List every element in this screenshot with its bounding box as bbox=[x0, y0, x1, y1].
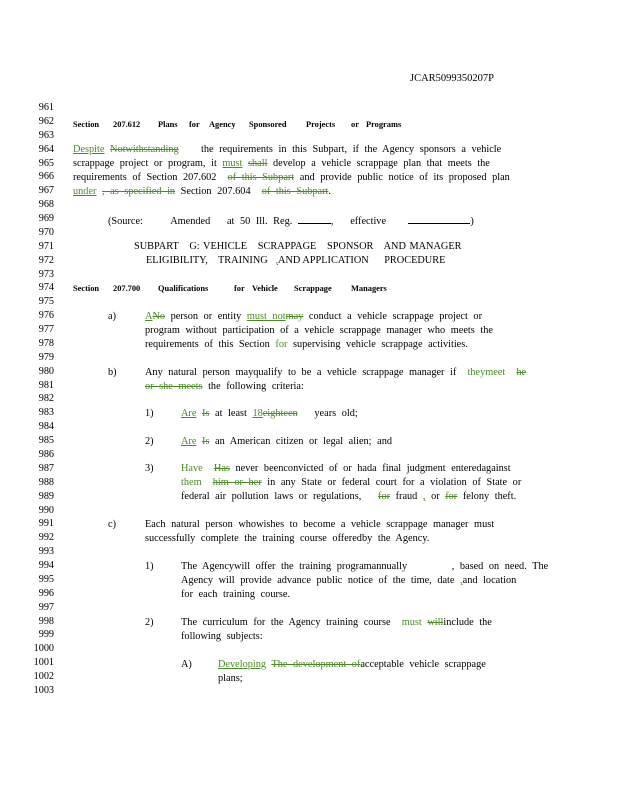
inserted-text: must bbox=[401, 617, 422, 628]
deleted-text: eighteen bbox=[262, 408, 298, 419]
inserted-text: , bbox=[422, 491, 426, 502]
inserted-text: Are bbox=[181, 408, 197, 419]
inserted-text: must bbox=[222, 158, 243, 169]
paragraph-line bbox=[145, 339, 468, 350]
text: person or entity bbox=[170, 311, 242, 322]
item-label: c) bbox=[108, 519, 116, 530]
line-number: 982 bbox=[38, 393, 54, 405]
deleted-text: for bbox=[445, 491, 458, 502]
line-number: 977 bbox=[38, 324, 54, 336]
deleted-text: will bbox=[427, 617, 444, 628]
text: Any natural person mayqualify to be a vehicle scrappage manager if bbox=[145, 367, 457, 378]
line-number: 988 bbox=[38, 476, 54, 488]
deleted-text: of this Subpart bbox=[261, 186, 329, 197]
text: Agency will provide advance public notice of the time, date bbox=[181, 575, 455, 586]
heading-word: Sponsored bbox=[249, 120, 287, 129]
line-number: 973 bbox=[38, 268, 54, 280]
text: requirements of Section 207.602 bbox=[73, 172, 217, 183]
paragraph-line bbox=[145, 381, 304, 392]
heading-word: for bbox=[234, 284, 245, 293]
inserted-text: Are bbox=[181, 436, 197, 447]
text: include the bbox=[443, 617, 492, 628]
deleted-text: , as specified in bbox=[102, 186, 176, 197]
heading-word: Scrappage bbox=[294, 284, 332, 293]
item-label: b) bbox=[108, 367, 117, 378]
inserted-text: Developing bbox=[218, 659, 267, 670]
line-number: 999 bbox=[38, 629, 54, 641]
deleted-text: Has bbox=[213, 463, 230, 474]
text: fraud bbox=[395, 491, 418, 502]
paragraph-line: program without participation of a vehicle scrappage manager who meets the bbox=[145, 325, 493, 336]
inserted-text: must not bbox=[246, 311, 286, 322]
deleted-text: of this Subpart bbox=[227, 172, 295, 183]
paragraph-line bbox=[145, 367, 526, 378]
line-number: 978 bbox=[38, 337, 54, 349]
line-number: 1003 bbox=[33, 684, 54, 696]
text: , bbox=[330, 216, 334, 227]
deleted-text: The development of bbox=[271, 659, 361, 670]
deleted-text: Is bbox=[202, 436, 210, 447]
inserted-text: , bbox=[275, 255, 279, 266]
text: years old; bbox=[314, 408, 358, 419]
text: never beenconvicted of or hada final judgment enteredagainst bbox=[235, 463, 511, 474]
line-number: 983 bbox=[38, 407, 54, 419]
line-number: 972 bbox=[38, 254, 54, 266]
line-number: 1000 bbox=[33, 643, 54, 655]
paragraph-line bbox=[181, 491, 516, 502]
deleted-text: for bbox=[378, 491, 391, 502]
text: and provide public notice of its proposed plan bbox=[299, 172, 510, 183]
inserted-text: under bbox=[73, 186, 97, 197]
item-label: 1) bbox=[145, 561, 154, 572]
heading-word: Vehicle bbox=[252, 284, 278, 293]
paragraph-line: following subjects: bbox=[181, 631, 263, 642]
item-label: 3) bbox=[145, 463, 154, 474]
subpart-heading bbox=[146, 255, 445, 266]
inserted-text: A bbox=[145, 311, 153, 322]
text: the following criteria: bbox=[208, 381, 304, 392]
text: ELIGIBILITY, TRAINING bbox=[146, 255, 268, 266]
text: the requirements in this Subpart, if the Agency sponsors a vehicle bbox=[201, 144, 502, 155]
heading-word: Section bbox=[73, 284, 100, 293]
text: SUBPART G: VEHICLE SCRAPPAGE SPONSOR AND MANAGER bbox=[134, 241, 462, 252]
paragraph-line bbox=[181, 477, 521, 488]
text: in any State or federal court for a violation of State or bbox=[267, 477, 522, 488]
text: Amended bbox=[170, 216, 211, 227]
text: felony theft. bbox=[462, 491, 517, 502]
paragraph-line bbox=[181, 436, 392, 447]
document-id: JCAR5099350207P bbox=[410, 73, 495, 84]
paragraph-line bbox=[73, 186, 331, 197]
paragraph-line bbox=[181, 463, 511, 474]
line-number: 966 bbox=[38, 171, 54, 183]
text: develop a vehicle scrappage plan that meets the bbox=[273, 158, 490, 169]
deleted-text: or she meets bbox=[145, 381, 203, 392]
text: scrappage project or program, it bbox=[73, 158, 217, 169]
line-number: 990 bbox=[38, 504, 54, 516]
inserted-text: Despite bbox=[73, 144, 105, 155]
heading-word: for bbox=[189, 120, 200, 129]
line-number: 964 bbox=[38, 143, 54, 155]
text: (Source: bbox=[108, 216, 143, 227]
inserted-text: , bbox=[460, 575, 463, 586]
text: AND APPLICATION bbox=[278, 255, 369, 266]
line-number: 975 bbox=[38, 296, 54, 308]
line-number: 985 bbox=[38, 435, 54, 447]
line-number: 971 bbox=[38, 240, 54, 252]
text: an American citizen or legal alien; and bbox=[215, 436, 392, 447]
inserted-text: them bbox=[181, 477, 202, 488]
item-label: 2) bbox=[145, 436, 154, 447]
item-label: 1) bbox=[145, 408, 154, 419]
line-number: 970 bbox=[38, 226, 54, 238]
subpart-heading bbox=[134, 241, 462, 252]
heading-word: Qualifications bbox=[158, 284, 209, 293]
deleted-text: No bbox=[152, 311, 166, 322]
inserted-text: Have bbox=[181, 463, 203, 474]
line-number: 976 bbox=[38, 310, 54, 322]
text: supervising vehicle scrappage activities. bbox=[293, 339, 468, 350]
line-number: 984 bbox=[38, 421, 54, 433]
heading-word: or bbox=[351, 120, 359, 129]
item-label: 2) bbox=[145, 617, 154, 628]
line-number: 995 bbox=[38, 573, 54, 585]
line-number: 967 bbox=[38, 185, 54, 197]
inserted-text: for bbox=[275, 339, 288, 350]
inserted-text: theymeet bbox=[467, 367, 506, 378]
line-number: 974 bbox=[38, 282, 54, 294]
heading-word: 207.700 bbox=[113, 284, 141, 293]
text: or bbox=[431, 491, 440, 502]
text: conduct a vehicle scrappage project or bbox=[308, 311, 482, 322]
heading-word: Section bbox=[73, 120, 100, 129]
paragraph-line bbox=[181, 561, 548, 572]
line-number: 996 bbox=[38, 587, 54, 599]
line-number: 969 bbox=[38, 213, 54, 225]
deleted-text: he bbox=[516, 367, 527, 378]
paragraph-line bbox=[181, 408, 358, 419]
text: at 50 Ill. Reg. bbox=[226, 216, 293, 227]
line-number: 961 bbox=[38, 102, 54, 113]
item-label: A) bbox=[181, 659, 192, 670]
line-number: 981 bbox=[38, 379, 54, 391]
line-number: 994 bbox=[38, 560, 54, 572]
heading-word: Programs bbox=[366, 120, 402, 129]
text: requirements of this Section bbox=[145, 339, 270, 350]
deleted-text: may bbox=[285, 311, 304, 322]
text: , based on need. The bbox=[451, 561, 549, 572]
inserted-text: 18 bbox=[252, 408, 263, 419]
section-heading-207-700 bbox=[0, 284, 618, 296]
line-number: 997 bbox=[38, 601, 54, 613]
line-number: 1001 bbox=[33, 657, 54, 669]
line-number: 998 bbox=[38, 615, 54, 627]
heading-word: 207.612 bbox=[113, 120, 141, 129]
paragraph-line bbox=[181, 575, 516, 586]
text: The curriculum for the Agency training course bbox=[181, 617, 391, 628]
paragraph-line: for each training course. bbox=[181, 589, 291, 600]
paragraph-line bbox=[218, 659, 486, 670]
paragraph-line: Each natural person whowishes to become a vehicle scrappage manager must bbox=[145, 519, 495, 530]
paragraph-line bbox=[181, 617, 492, 628]
deleted-text: shall bbox=[248, 158, 268, 169]
text: The Agencywill offer the training programannually bbox=[181, 561, 408, 572]
text: effective bbox=[350, 216, 387, 227]
line-number: 962 bbox=[38, 115, 54, 127]
text: at least bbox=[215, 408, 247, 419]
line-number: 965 bbox=[38, 157, 54, 169]
section-heading-207-612 bbox=[0, 120, 618, 132]
heading-word: Projects bbox=[306, 120, 336, 129]
text: federal air pollution laws or regulations, bbox=[181, 491, 362, 502]
line-number: 992 bbox=[38, 532, 54, 544]
text: acceptable vehicle scrappage bbox=[360, 659, 486, 670]
line-number: 987 bbox=[38, 462, 54, 474]
blank-line bbox=[408, 214, 470, 224]
deleted-text: him or her bbox=[212, 477, 262, 488]
paragraph-line bbox=[73, 144, 501, 155]
text: . bbox=[328, 186, 331, 197]
line-number: 1002 bbox=[33, 671, 54, 683]
line-number: 968 bbox=[38, 199, 54, 211]
item-label: a) bbox=[108, 311, 116, 322]
line-number: 963 bbox=[38, 129, 54, 141]
line-number: 979 bbox=[38, 351, 54, 363]
heading-word: Managers bbox=[351, 284, 387, 293]
text: Section 207.604 bbox=[180, 186, 251, 197]
paragraph-line bbox=[145, 311, 482, 322]
line-number: 993 bbox=[38, 546, 54, 558]
line-number: 986 bbox=[38, 449, 54, 460]
blank-line bbox=[298, 214, 331, 224]
heading-word: Agency bbox=[209, 120, 236, 129]
heading-word: Plans bbox=[158, 120, 178, 129]
line-number: 991 bbox=[38, 518, 54, 530]
text: PROCEDURE bbox=[384, 255, 446, 266]
line-number: 980 bbox=[38, 365, 54, 377]
source-note bbox=[108, 214, 474, 227]
paragraph-line: successfully complete the training course offeredby the Agency. bbox=[145, 533, 430, 544]
deleted-text: Notwithstanding bbox=[110, 144, 179, 155]
paragraph-line bbox=[73, 172, 510, 183]
line-number: 989 bbox=[38, 490, 54, 502]
paragraph-line: plans; bbox=[218, 673, 243, 684]
text: ) bbox=[470, 216, 474, 227]
paragraph-line bbox=[73, 158, 490, 169]
text: and location bbox=[462, 575, 517, 586]
deleted-text: Is bbox=[202, 408, 210, 419]
